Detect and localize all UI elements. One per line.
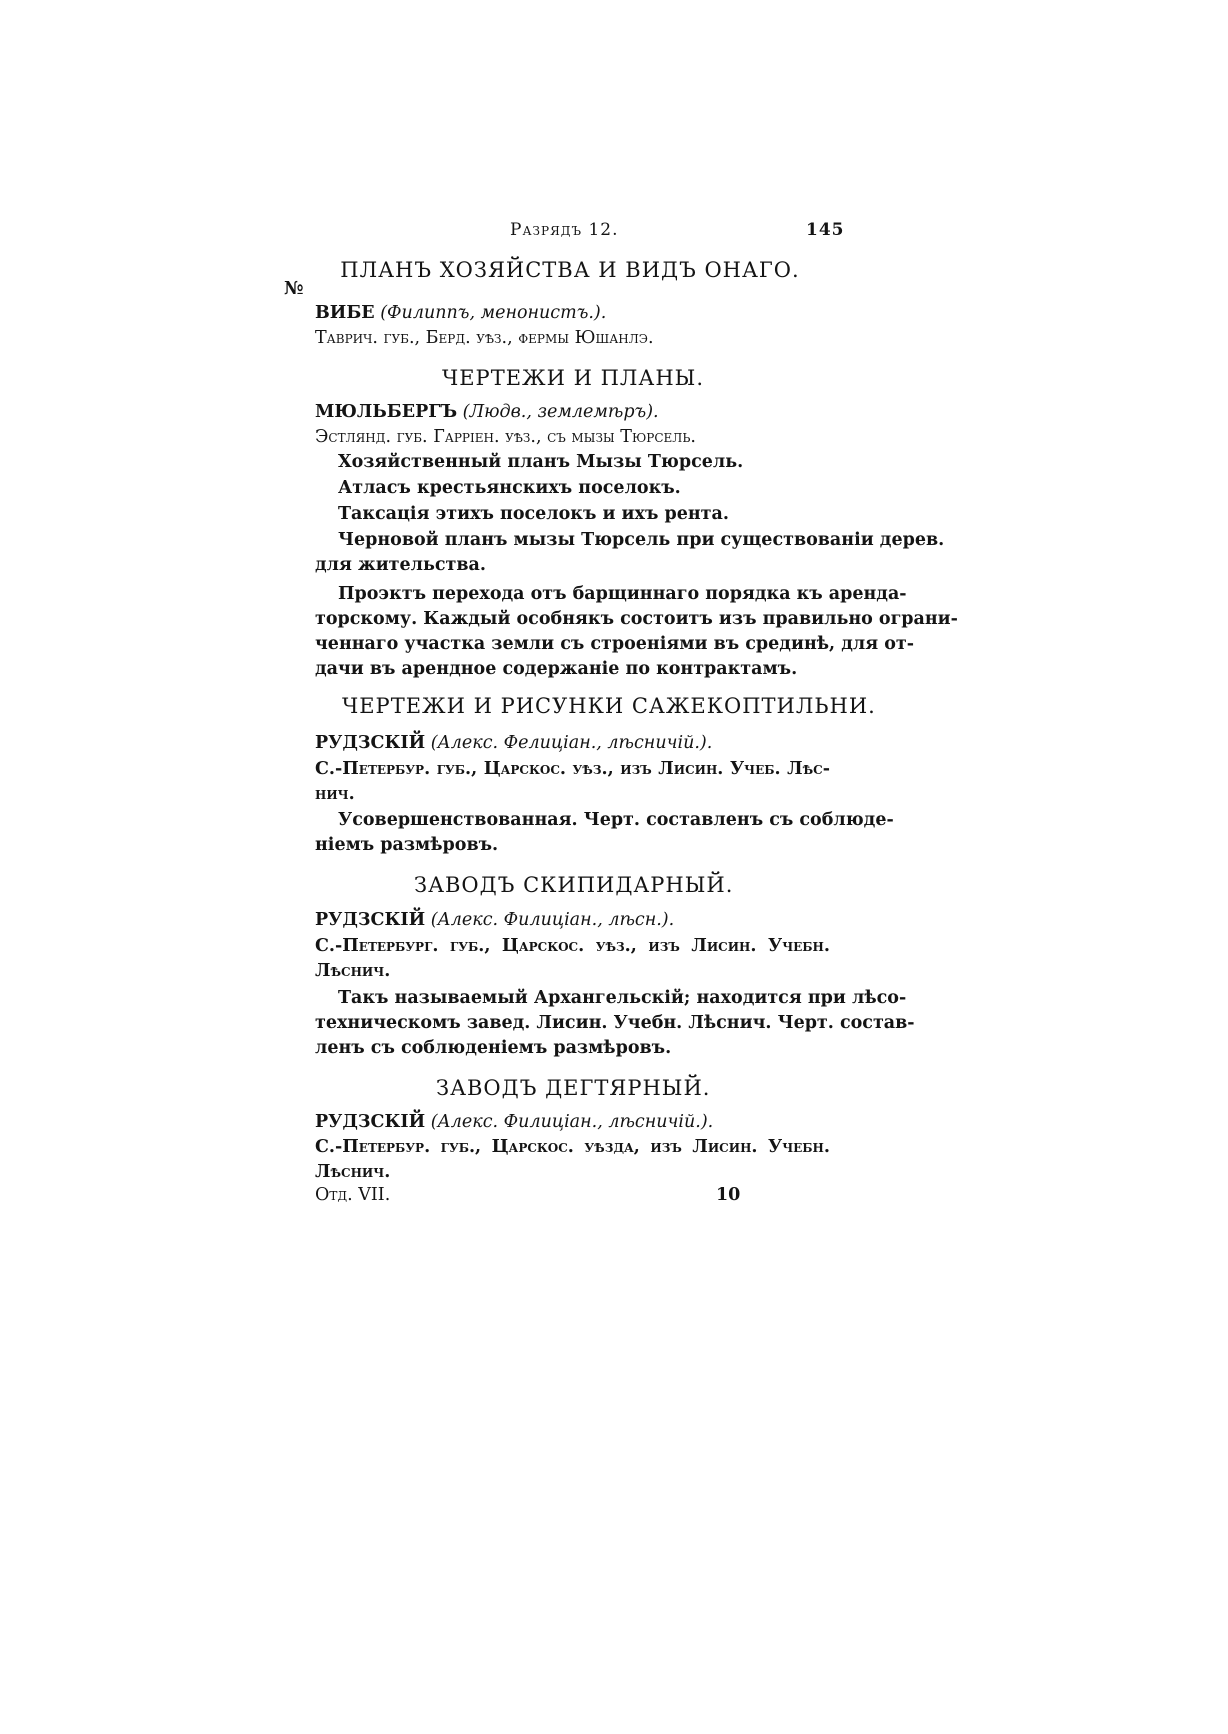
exhibitor-location: Эстлянд. губ. Гарріен. уѣз., съ мызы Тюрсель. [315, 427, 696, 447]
exhibit-paragraph-line: дачи въ арендное содержаніе по контрактамъ. [315, 659, 798, 679]
division-label: Отд. VII. [315, 1185, 391, 1205]
page-number: 145 [806, 220, 845, 240]
running-header-section: Разрядъ 12. [510, 220, 619, 240]
exhibitor-description: (Людв., землемѣръ). [462, 402, 659, 422]
exhibitor-description: (Алекс. Филиціан., лѣсн.). [430, 910, 675, 930]
exhibit-paragraph-line: ченнаго участка земли съ строеніями въ срединѣ, для от- [315, 634, 915, 654]
exhibit-item: Атласъ крестьянскихъ поселокъ. [338, 478, 681, 498]
exhibitor-location: Лѣснич. [315, 1162, 391, 1182]
exhibit-paragraph-line: техническомъ завед. Лисин. Учебн. Лѣснич. Черт. состав- [315, 1013, 915, 1033]
section-title: ЗАВОДЪ ДЕГТЯРНЫЙ. [436, 1076, 711, 1100]
exhibitor-entry [315, 303, 606, 323]
exhibit-item: Таксація этихъ поселокъ и ихъ рента. [338, 504, 729, 524]
exhibitor-name: МЮЛЬБЕРГЪ [315, 402, 458, 422]
number-mark: № [284, 278, 304, 299]
section-title: ЧЕРТЕЖИ И ПЛАНЫ. [442, 366, 704, 390]
exhibitor-location: С.-Петербур. губ., Царскос. уѣзда, изъ Лисин. Учебн. [315, 1137, 830, 1157]
exhibitor-location: С.-Петербур. губ., Царскос. уѣз., изъ Лисин. Учеб. Лѣс- [315, 759, 830, 779]
exhibit-paragraph-line: Такъ называемый Архангельскій; находится при лѣсо- [338, 988, 907, 1008]
exhibitor-name: РУДЗСКІЙ [315, 733, 426, 753]
exhibitor-description: (Филиппъ, менонистъ.). [380, 303, 607, 323]
exhibit-paragraph-line: ніемъ размѣровъ. [315, 835, 499, 855]
exhibitor-name: ВИБЕ [315, 303, 375, 323]
exhibitor-entry [315, 910, 674, 930]
exhibitor-description: (Алекс. Фелиціан., лѣсничій.). [430, 733, 713, 753]
exhibit-paragraph-line: торскому. Каждый особнякъ состоитъ изъ правильно ограни- [315, 609, 958, 629]
exhibit-paragraph-line: Усовершенствованная. Черт. составленъ съ соблюде- [338, 810, 894, 830]
exhibit-item: для жительства. [315, 555, 486, 575]
exhibitor-entry [315, 402, 659, 422]
exhibit-item: Черновой планъ мызы Тюрсель при существованіи дерев. [338, 530, 945, 550]
exhibitor-location: Лѣснич. [315, 961, 391, 981]
exhibitor-description: (Алекс. Филиціан., лѣсничій.). [430, 1112, 714, 1132]
section-title: ЧЕРТЕЖИ И РИСУНКИ САЖЕКОПТИЛЬНИ. [342, 694, 876, 718]
exhibitor-location: С.-Петербург. губ., Царскос. уѣз., изъ Лисин. Учебн. [315, 936, 830, 956]
exhibitor-location: нич. [315, 784, 355, 804]
section-title: ЗАВОДЪ СКИПИДАРНЫЙ. [414, 873, 734, 897]
signature-mark: 10 [716, 1185, 741, 1205]
exhibit-item: Хозяйственный планъ Мызы Тюрсель. [338, 452, 744, 472]
exhibitor-name: РУДЗСКІЙ [315, 910, 426, 930]
exhibitor-location: Таврич. губ., Берд. уѣз., фермы Юшанлэ. [315, 328, 654, 348]
exhibitor-entry [315, 733, 712, 753]
section-title: ПЛАНЪ ХОЗЯЙСТВА И ВИДЪ ОНАГО. [340, 258, 800, 282]
exhibitor-name: РУДЗСКІЙ [315, 1112, 426, 1132]
exhibit-paragraph-line: ленъ съ соблюденіемъ размѣровъ. [315, 1038, 672, 1058]
exhibitor-entry [315, 1112, 713, 1132]
exhibit-paragraph-line: Проэктъ перехода отъ барщиннаго порядка къ аренда- [338, 584, 907, 604]
